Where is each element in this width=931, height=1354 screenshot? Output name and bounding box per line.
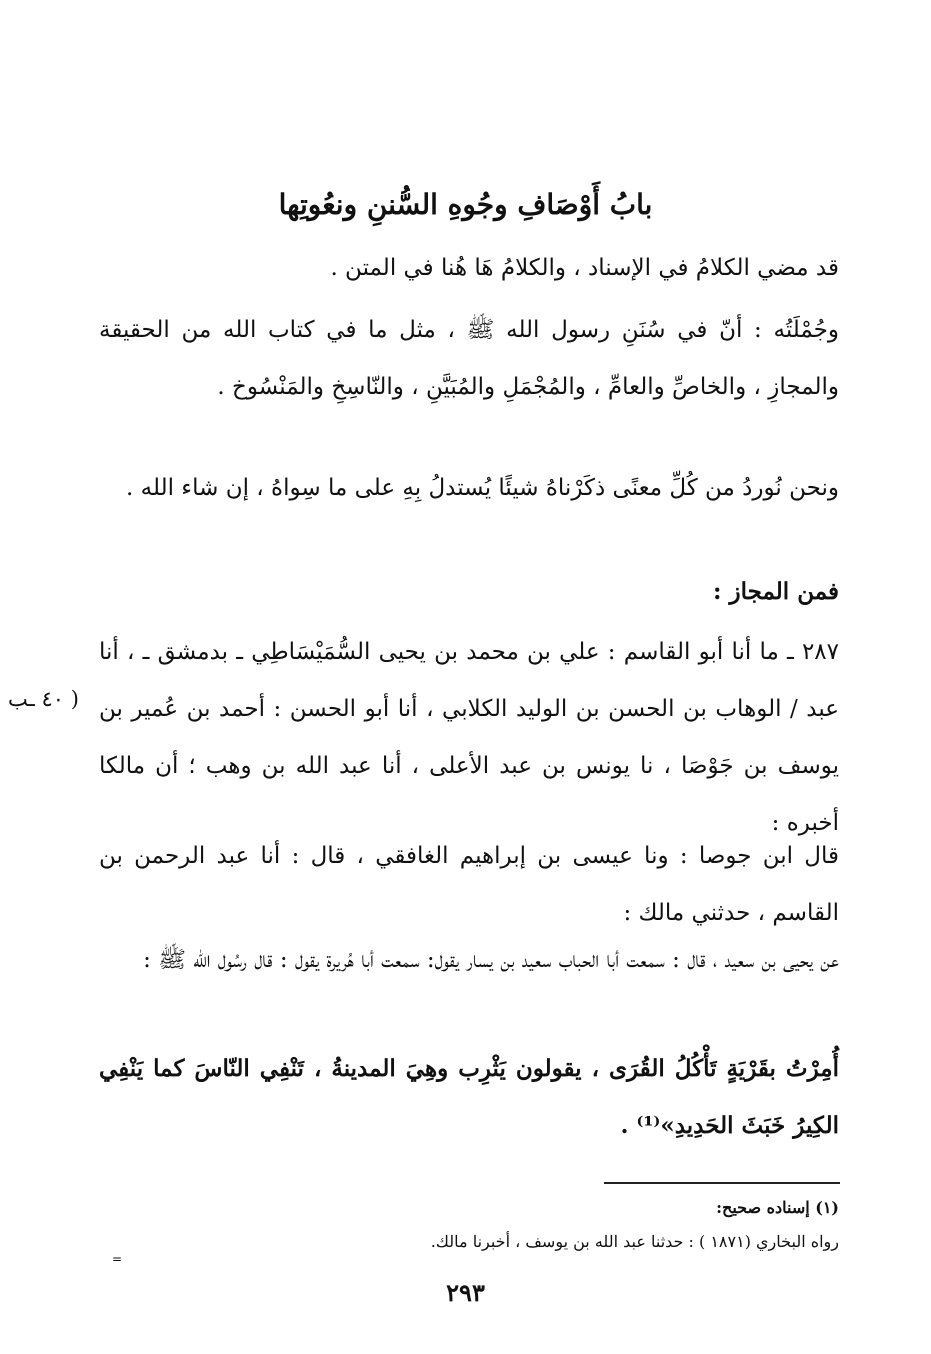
chapter-title: بابُ أَوْصَافِ وجُوهِ السُّننِ ونعُوتِها — [278, 188, 653, 221]
hadith-text: أُمِرْتُ بقَرْيَةٍ تَأْكُلُ القُرَى ، يقولون يَثْرِب وهِيَ المدينةُ ، تَنْفِي النّاسَ كما يَنْفِي الكِيرُ خَبَثَ الحَدِيدِ»⁽¹⁾ . — [99, 1055, 839, 1139]
footnote-separator — [604, 1182, 840, 1184]
paragraph-isnad-yahya: عن يحيى بن سعيد ، قال : سمعت أبا الحباب سعيد بن يسار يقول: سمعت أبا هُريرة يقول : قال رسُول الله ﷺ : — [143, 947, 839, 973]
paragraph-isnad-jawsa: قال ابن جوصا : ونا عيسى بن إبراهيم الغافقي ، قال : أنا عبد الرحمن بن القاسم ، حدثني مالك : — [99, 843, 839, 926]
paragraph-plan: ونحن نُوردُ من كُلِّ معنًى ذكَرْناهُ شيئًا يُستدلُ بِهِ على ما سِواهُ ، إن شاء الله . — [126, 475, 839, 501]
margin-mark: = — [112, 1252, 123, 1266]
paragraph-isnad-287: ٢٨٧ ـ ما أنا أبو القاسم : علي بن محمد بن يحيى السُّمَيْسَاطِي ـ بدمشق ـ ، أنا عبد / الوهاب بن الحسن بن الوليد الكلابي ، أنا أبو الحسن : أحمد بن عُمير بن يوسف بن جَوْصَا ، نا يونس بن عبد الأعلى ، أنا عبد الله بن وهب ؛ أن مالكا أخبره : — [99, 639, 839, 836]
margin-folio-note: ( ٤٠ ـب — [8, 687, 79, 711]
footnote-text: رواه البخاري (١٨٧١ ) : حدثنا عبد الله بن يوسف ، أخبرنا مالك. — [430, 1232, 839, 1251]
page-number: ٢٩٣ — [446, 1278, 485, 1307]
paragraph-intro: قد مضي الكلامُ في الإسناد ، والكلامُ هَا هُنا في المتن . — [330, 255, 839, 281]
section-heading-majaz: فمن المجاز : — [713, 578, 839, 605]
paragraph-summary: وجُمْلَتُه : أنّ في سُنَنِ رسول الله ﷺ ، مثل ما في كتاب الله من الحقيقة والمجازِ ، والخاصِّ والعامِّ ، والمُجْمَلِ والمُبَيَّنِ ، والنّاسِخِ والمَنْسُوخ . — [99, 317, 839, 400]
footnote-heading: (١) إسناده صحيح: — [716, 1198, 839, 1217]
